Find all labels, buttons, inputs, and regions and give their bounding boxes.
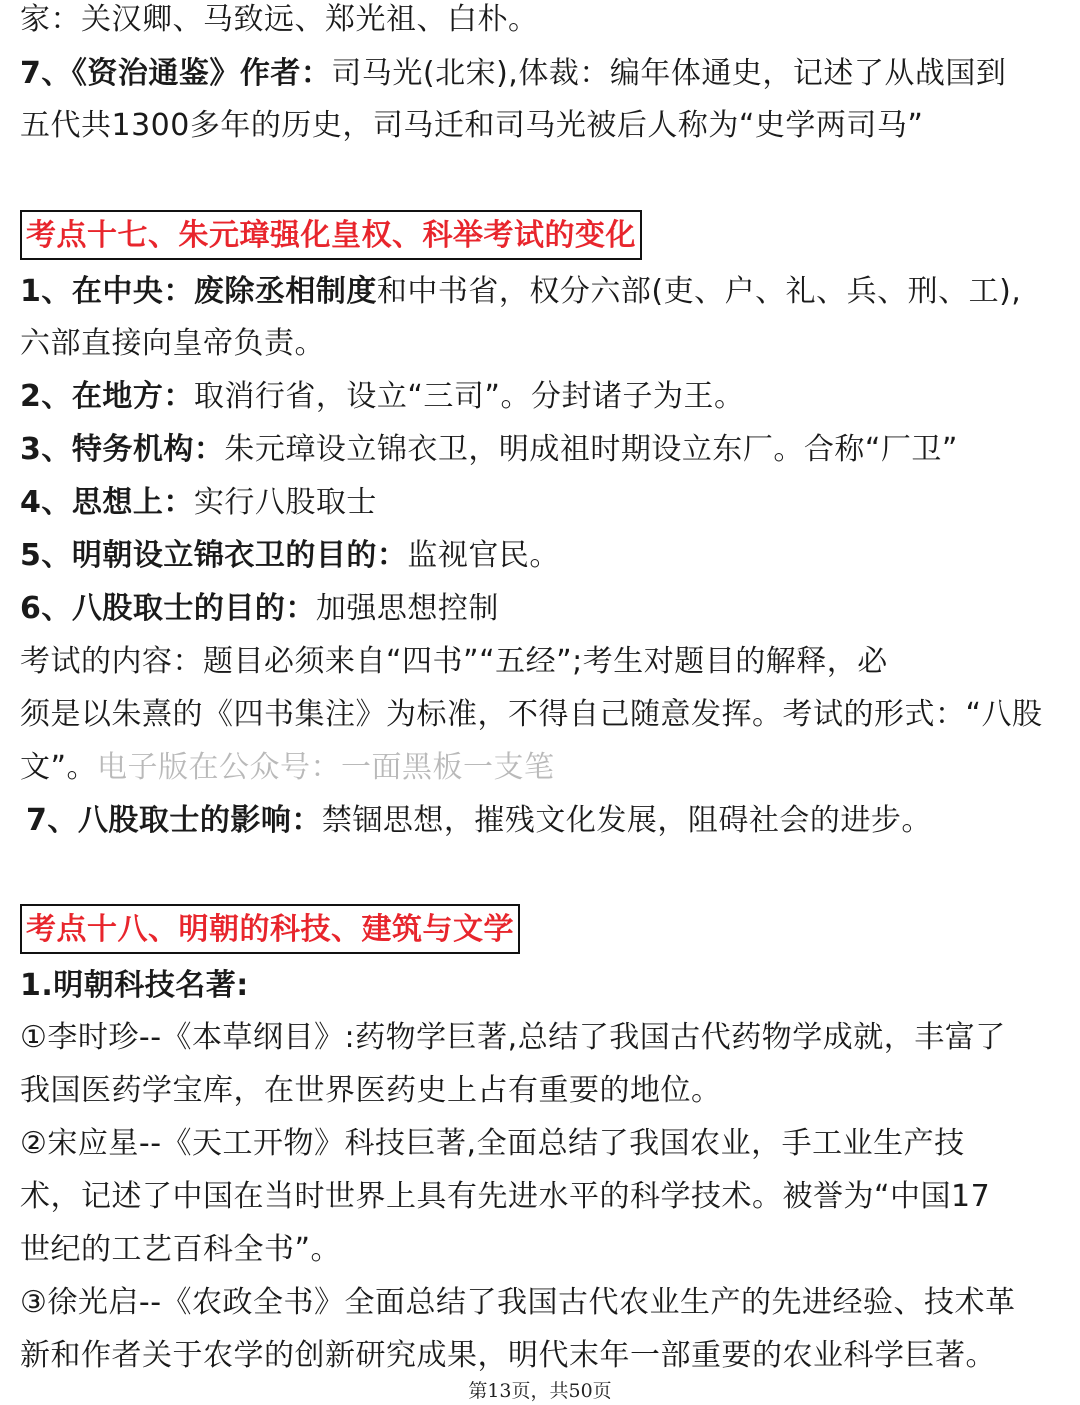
- body-text: 禁锢思想，摧残文化发展，阻碍社会的进步。: [321, 803, 932, 838]
- item-number: 7、: [20, 56, 72, 91]
- text-line: [20, 748, 1065, 788]
- text-line: [20, 324, 1065, 364]
- bold-term: 1、在中央：废除丞相制度: [20, 274, 377, 309]
- text-line: [26, 801, 1071, 841]
- body-text: 实行八股取士: [193, 485, 377, 520]
- text-line: [20, 536, 1065, 576]
- body-text: 我国医药学宝库，在世界医药史上占有重要的地位。: [20, 1073, 722, 1108]
- body-text: ①李时珍--《本草纲目》:药物学巨著,总结了我国古代药物学成就，丰富了: [20, 1020, 1006, 1055]
- text-line: [20, 272, 1065, 312]
- body-text: ②宋应星--《天工开物》科技巨著,全面总结了我国农业，手工业生产技: [20, 1126, 965, 1161]
- page-number: 第13页，共50页: [468, 1380, 612, 1402]
- text-line: [20, 106, 1065, 146]
- text-line: [20, 430, 1065, 470]
- text-line: [20, 377, 1065, 417]
- text-line: [20, 0, 1065, 40]
- bold-term: 5、明朝设立锦衣卫的目的：: [20, 538, 408, 573]
- body-text: 和中书省，权分六部(吏、户、礼、兵、刑、工),: [376, 274, 1022, 309]
- text-line: [20, 695, 1065, 735]
- text-line: [20, 1230, 1065, 1270]
- text-line: [20, 1124, 1065, 1164]
- body-text: 世纪的工艺百科全书”。: [20, 1232, 342, 1267]
- body-text: ③徐光启--《农政全书》全面总结了我国古代农业生产的先进经验、技术革: [20, 1285, 1016, 1320]
- body-text: 考试的内容：题目必须来自“四书”“五经”;考生对题目的解释，必: [20, 644, 888, 679]
- watermark-text: 电子版在公众号：一面黑板一支笔: [97, 750, 555, 785]
- body-text: 新和作者关于农学的创新研究成果，明代末年一部重要的农业科学巨著。: [20, 1338, 996, 1373]
- body-text: 朱元璋设立锦衣卫，明成祖时期设立东厂。合称“厂卫”: [224, 432, 958, 467]
- text-line: [20, 966, 1065, 1006]
- text-line: [20, 1177, 1065, 1217]
- text-line: [20, 1283, 1065, 1323]
- body-text: 司马光(北宋),体裁：编年体通史，记述了从战国到: [331, 56, 1007, 91]
- text-line: [20, 1071, 1065, 1111]
- body-text: 五代共1300多年的历史，司马迁和司马光被后人称为“史学两司马”: [20, 108, 924, 143]
- text-line: [20, 483, 1065, 523]
- text-line: [20, 54, 1065, 94]
- subheading: 1.明朝科技名著:: [20, 968, 249, 1003]
- bold-term: 7、八股取士的影响：: [26, 803, 322, 838]
- text-line: [20, 589, 1065, 629]
- bold-term: 《资治通鉴》作者：: [71, 56, 332, 91]
- playwrights-text: 家：关汉卿、马致远、郑光祖、白朴。: [20, 2, 539, 37]
- body-text: 六部直接向皇帝负责。: [20, 326, 325, 361]
- text-line: [20, 1336, 1065, 1376]
- section-heading-text: 考点十八、明朝的科技、建筑与文学: [26, 912, 514, 947]
- section-heading-text: 考点十七、朱元璋强化皇权、科举考试的变化: [26, 218, 636, 253]
- text-line: [20, 1018, 1065, 1058]
- section-heading-18: [20, 904, 520, 954]
- bold-term: 3、特务机构：: [20, 432, 225, 467]
- text-line: [20, 642, 1065, 682]
- section-heading-17: [20, 210, 642, 260]
- body-text: 文”。: [20, 750, 98, 785]
- body-text: 监视官民。: [407, 538, 560, 573]
- body-text: 须是以朱熹的《四书集注》为标准，不得自己随意发挥。考试的形式：“八股: [20, 697, 1043, 732]
- bold-term: 4、思想上：: [20, 485, 194, 520]
- page-footer: [0, 1378, 1080, 1404]
- bold-term: 6、八股取士的目的：: [20, 591, 316, 626]
- bold-term: 2、在地方：: [20, 379, 194, 414]
- body-text: 取消行省，设立“三司”。分封诸子为王。: [193, 379, 745, 414]
- body-text: 术，记述了中国在当时世界上具有先进水平的科学技术。被誉为“中国17: [20, 1179, 991, 1214]
- body-text: 加强思想控制: [315, 591, 499, 626]
